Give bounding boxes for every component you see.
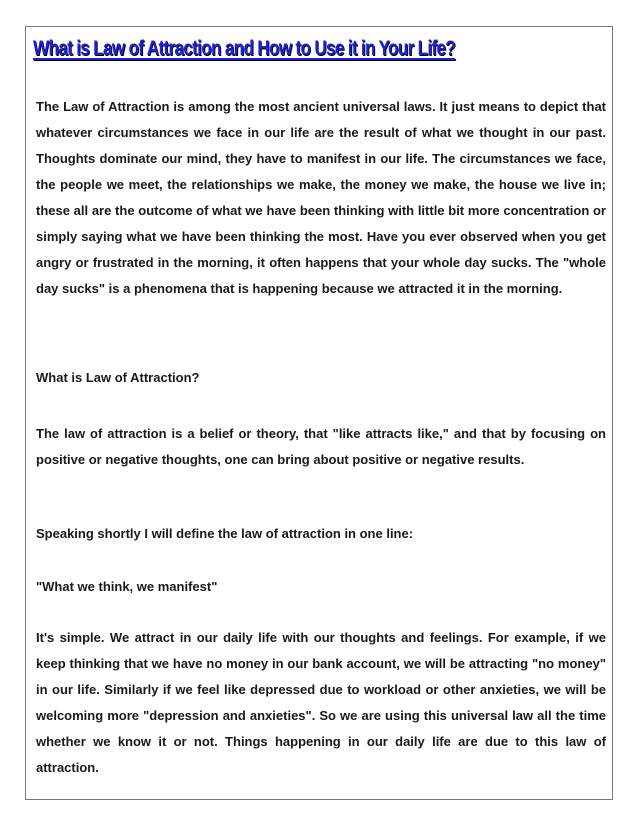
section-heading: What is Law of Attraction? [36, 370, 200, 385]
quote-line: "What we think, we manifest" [36, 579, 218, 594]
document-title: What is Law of Attraction and How to Use it in Your Life? [33, 36, 456, 60]
one-line-intro: Speaking shortly I will define the law of attraction in one line: [36, 526, 414, 541]
intro-paragraph: The Law of Attraction is among the most ancient universal laws. It just means to depict that whatever circumstances we face in our life are the result of what we thought in our past. Thoughts dominate our mind, they have to manifest in our life. The circumstances we face, the people we meet, the relationships we make, the money we make, the house we live in; these all are the outcome of what we have been thinking with little bit more concentration or simply saying what we have been thinking the most. Have you ever observed when you get angry or frustrated in the morning, it often happens that your whole day sucks. The "whole day sucks" is a phenomena that is happening because we attracted it in the morning. [36, 99, 606, 296]
definition-paragraph: The law of attraction is a belief or theory, that "like attracts like," and that by focusing on positive or negative thoughts, one can bring about positive or negative results. [36, 426, 606, 467]
explanation-paragraph: It's simple. We attract in our daily life with our thoughts and feelings. For example, if we keep thinking that we have no money in our bank account, we will be attracting "no money" in our life. Similarly if we feel like depressed due to workload or other anxieties, we will be welcoming more "depression and anxieties". So we are using this universal law all the time whether we know it or not. Things happening in our daily life are due to this law of attraction. [36, 630, 606, 775]
